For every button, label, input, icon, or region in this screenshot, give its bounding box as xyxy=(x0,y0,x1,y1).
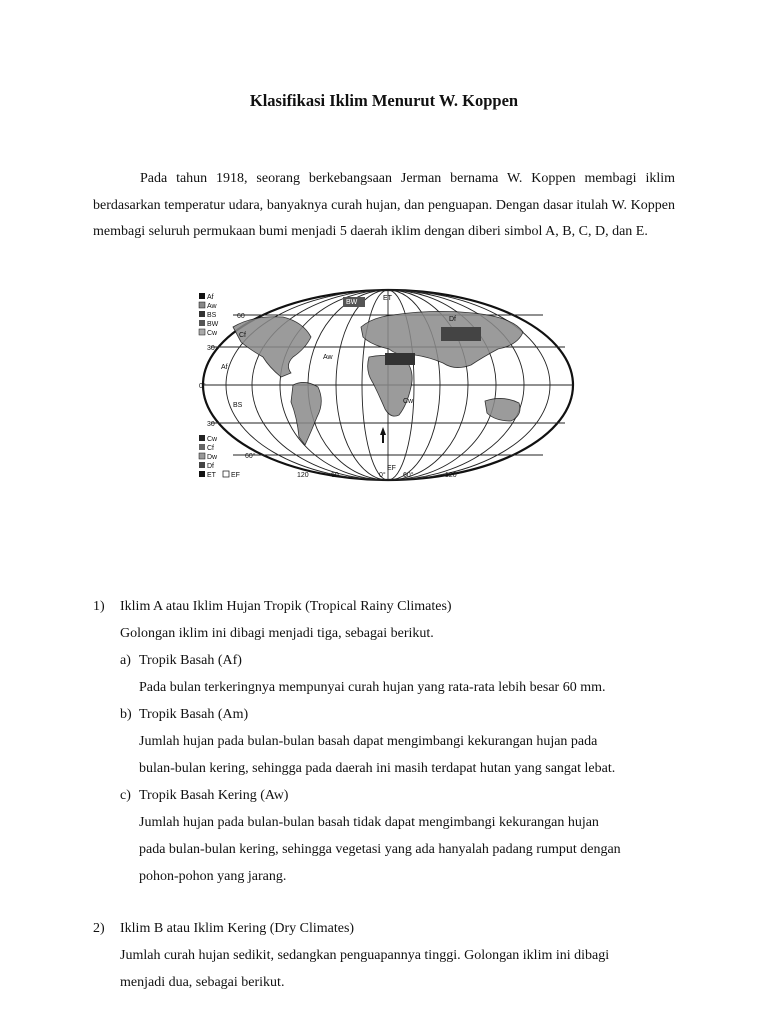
region-label-bw: BW xyxy=(346,299,358,306)
item-a-heading: Tropik Basah (Af) xyxy=(139,653,242,668)
lon-label-0: 0° xyxy=(379,472,386,479)
item-c-line-1: Jumlah hujan pada bulan-bulan basah tidak dapat mengimbangi kekurangan hujan xyxy=(139,815,599,830)
region-label-df: Df xyxy=(449,316,456,323)
lat-label-30n: 30 xyxy=(207,345,215,352)
region-label-ef: EF xyxy=(387,465,396,472)
region-label-bs: BS xyxy=(233,402,243,409)
item-c-heading: Tropik Basah Kering (Aw) xyxy=(139,788,289,803)
document-title: Klasifikasi Iklim Menurut W. Koppen xyxy=(249,91,519,110)
section-2-line-2: menjadi dua, sebagai berikut. xyxy=(120,975,285,990)
legend-label-dw: Dw xyxy=(207,454,218,461)
lat-label-60s: 60° xyxy=(245,453,256,460)
item-b-line-2: bulan-bulan kering, sehingga pada daerah ini masih terdapat hutan yang sangat lebat. xyxy=(139,761,616,776)
item-c-line-2: pada bulan-bulan kering, sehingga vegetasi yang ada hanyalah padang rumput dengan xyxy=(139,842,621,857)
lat-label-equator: 0° xyxy=(199,383,206,390)
intro-paragraph xyxy=(93,166,675,246)
lon-label-60e: 60° xyxy=(403,472,414,479)
item-b-line-1: Jumlah hujan pada bulan-bulan basah dapat mengimbangi kekurangan hujan pada xyxy=(139,734,598,749)
legend-label-bw: BW xyxy=(207,321,219,328)
lat-label-30s: 30 xyxy=(207,421,215,428)
koppen-climate-map xyxy=(193,287,583,487)
legend-label-cf: Cf xyxy=(207,445,214,452)
item-a-letter: a) xyxy=(120,653,131,668)
section-2-heading: Iklim B atau Iklim Kering (Dry Climates) xyxy=(120,921,355,936)
section-2-number: 2) xyxy=(93,921,105,936)
item-a-line-1: Pada bulan terkeringnya mempunyai curah hujan yang rata-rata lebih besar 60 mm. xyxy=(139,680,606,695)
item-b-letter: b) xyxy=(120,707,132,722)
legend-label-df: Df xyxy=(207,463,214,470)
lat-label-60n: 60 xyxy=(237,313,245,320)
legend-label-bs: BS xyxy=(207,312,217,319)
region-label-et: ET xyxy=(383,295,392,302)
section-1-heading: Iklim A atau Iklim Hujan Tropik (Tropical Rainy Climates) xyxy=(120,599,452,614)
item-b-heading: Tropik Basah (Am) xyxy=(139,707,249,722)
lon-label-120e: 120° xyxy=(445,472,460,479)
region-label-af: Af xyxy=(221,364,228,371)
legend-label-af: Af xyxy=(207,294,214,301)
legend-label-cw: Cw xyxy=(207,436,218,443)
legend-label-aw: Aw xyxy=(207,303,217,310)
intro-text: Pada tahun 1918, seorang berkebangsaan Jerman bernama W. Koppen membagi iklim berdasarkan temperatur udara, banyaknya curah hujan, dan penguapan. Dengan dasar itulah W. Koppen membagi seluruh permukaan bumi menjadi 5 daerah iklim dengan diberi simbol A, B, C, D, dan E. xyxy=(93,171,675,239)
section-1-number: 1) xyxy=(93,599,105,614)
region-label-cw: Cw xyxy=(403,398,414,405)
item-c-letter: c) xyxy=(120,788,131,803)
lon-label-60w: 60 xyxy=(331,472,339,479)
section-1-intro: Golongan iklim ini dibagi menjadi tiga, sebagai berikut. xyxy=(120,626,434,641)
legend-label-cw-top: Cw xyxy=(207,330,218,337)
legend-label-ef: EF xyxy=(231,472,240,479)
lon-label-120w: 120 xyxy=(297,472,309,479)
region-label-cf: Cf xyxy=(239,332,246,339)
section-2-line-1: Jumlah curah hujan sedikit, sedangkan penguapannya tinggi. Golongan iklim ini dibagi xyxy=(120,948,610,963)
legend-label-et: ET xyxy=(207,472,216,479)
region-label-aw: Aw xyxy=(323,354,333,361)
item-c-line-3: pohon-pohon yang jarang. xyxy=(139,869,287,884)
